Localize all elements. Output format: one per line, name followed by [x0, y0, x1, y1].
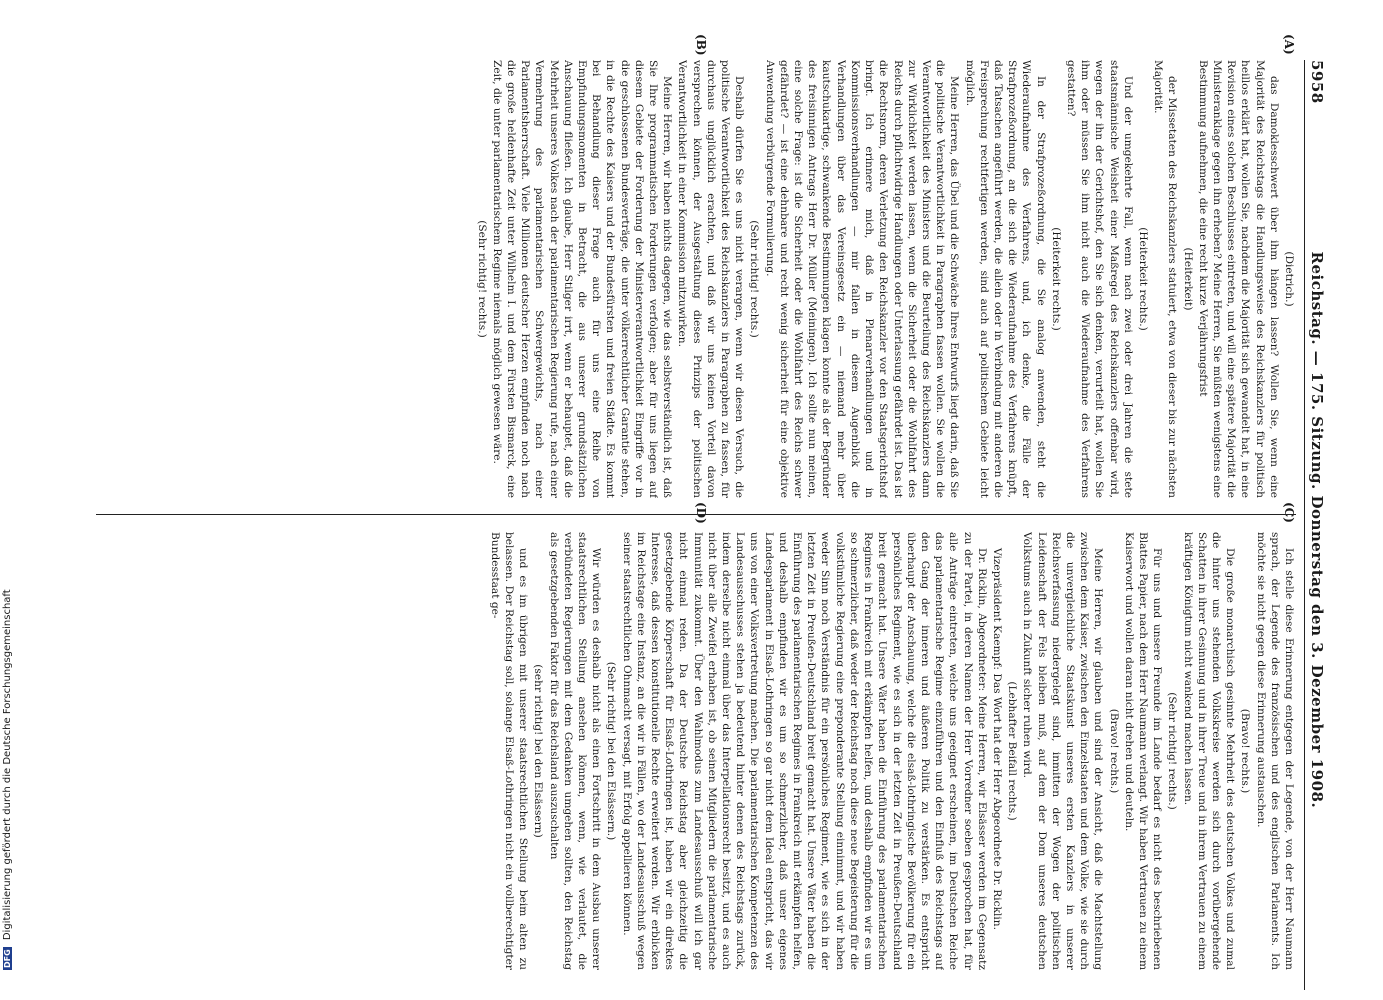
digitization-footer — [2, 30, 16, 990]
rotated-page-content — [85, 34, 1330, 990]
left-column-paragraph: (Heiterkeit rechts.) — [1049, 227, 1062, 331]
left-column-paragraph: (Sehr richtig! rechts.) — [475, 220, 488, 338]
margin-marker-a: (A) — [1282, 34, 1296, 55]
right-column-paragraph: (Sehr richtig! rechts.) — [1166, 692, 1179, 810]
right-column-paragraph: (Lebhafter Beifall rechts.) — [1006, 681, 1019, 821]
column-divider — [96, 514, 1296, 515]
right-column-paragraph: und es im übrigen mit unserer staatsrechtlichen Stellung beim alten zu belassen. Der Reichstag soll, solange Elsaß-Lothringen nicht ein vollberechtigter Bundesstaat ge- — [488, 532, 530, 970]
right-column — [96, 532, 1296, 970]
left-column-paragraph: In der Strafprozeßordnung, die Sie analog anwenden, steht die Wiederaufnahme des Verfahrens, und, ich denke, die Fälle der Strafprozeßordnung, an die sich die Wiederaufnahme des Verfahrens knüpft, daß Tatsachen angeführt werden, die allein oder in Verbindung mit anderen die Freisprechung rechtfertigen werden, sind auch auf politischem Gebiete leicht möglich. — [963, 60, 1047, 498]
margin-marker-c: (C) — [1282, 502, 1296, 523]
page-header — [1304, 60, 1330, 990]
right-column-paragraph: (Bravo! rechts.) — [1107, 708, 1120, 794]
left-column-paragraph: (Heiterkeit rechts.) — [1136, 227, 1149, 331]
footer-text: Digitalisierung gefördert durch die Deutsche Forschungsgemeinschaft — [2, 589, 13, 941]
left-column-paragraph: (Dietrich.) — [1283, 251, 1295, 307]
margin-marker-d: (D) — [694, 502, 708, 524]
left-column-paragraph: das Damoklesschwert über ihm hängen lassen? Wollen Sie, wenn eine Majorität des Reichstags die Handlungsweise des Reichskanzlers für politisch heillos erklärt hat, wollen Sie, nachdem die Majorität sich gewandelt hat, in eine Revision eines solchen Beschlusses eintreten, und will eine spätere Majorität die Ministeranklage gegen ihn erheben? Meine Herren, Sie müßten wenigstens eine Bestimmung aufnehmen, die eine recht kurze Verjährungsfrist — [1196, 60, 1280, 498]
left-column-paragraph: (Heiterkeit) — [1181, 247, 1194, 311]
right-column-paragraph: Die große monarchisch gesinnte Mehrheit des deutschen Volkes und zumal die hinter uns stehenden Volkskreise werden sich durch vorübergehende Schatten in ihrer Gesinnung und in ihrer Treue und in ihrem Vertrauen zu einem kräftigen Königtum nicht wankend machen lassen. — [1181, 532, 1237, 970]
right-column-paragraph: (sehr richtig! bei den Elsässern) — [532, 664, 545, 838]
dfg-logo: DFG — [3, 949, 12, 968]
right-column-paragraph: Vizepräsident Kaempf: Das Wort hat der Herr Abgeordnete Dr. Ricklin. — [990, 548, 1003, 930]
left-column-paragraph: Meine Herren, wir haben nichts dagegen, wie das selbstverständlich ist, daß Sie Ihre programmatischen Forderungen verfolgen; aber für uns liegen auf diesem Gebiete der Forderung der Ministerverantwortlichkeit Eingriffe vor in die geschlossenen Bundesverträge, die unter völkerrechtlicher Garantie stehen, in die Rechte des Kaisers und der Bundesfürsten und freien Städte. Es kommt bei Behandlung dieser Frage auch für uns eine Reihe von Empfindungsmomenten in Betracht, die aus unserer grundsätzlichen Anschauung fließen. Ich glaube, Herr Stilger irrt, wenn er behauptet, daß die Mehrheit unseres Volkes nach der parlamentarischen Regierung rufe, nach einer Vermehrung des parlamentarischen Schwergewichts, nach einer Parlamentsherrschaft. Viele Millionen deutscher Herzen empfinden noch nach die große heldenhafte Zeit unter Wilhelm I. und dem Fürsten Bismarck, eine Zeit, die unter parlamentarischem Regime niemals möglich gewesen wäre. — [490, 60, 674, 498]
left-column-paragraph: Meine Herren, das Übel und die Schwäche Ihres Entwurfs liegt darin, daß Sie die politische Verantwortlichkeit in Paragraphen fassen wollen. Sie wollen die Verantwortlichkeit des Ministers und die Beurteilung des Reichskanzlers dann zur Wirklichkeit werden lassen, wenn die Sicherheit oder die Wohlfahrt des Reichs durch pflichtwidrige Handlungen oder Unterlassung gefährdet ist. Das ist die Rechtsnorm, deren Verletzung den Reichskanzler vor den Staatsgerichtshof bringt. Ich erinnere mich, daß in Plenarverhandlungen und in Kommissionsverhandlungen — mir fallen in diesem Augenblick die Verhandlungen über das Vereinsgesetz ein — niemand mehr über kautschukartige, schwankende Bestimmungen klagen konnte als der Begründer des freisinnigen Antrags Herr Dr. Müller (Meiningen). Ich sollte nun meinen, eine solche Frage: ist die Sicherheit oder die Wohlfahrt des Reichs schwer gefährdet? — ist eine dehnbare und recht wenig sicherheit für eine objektive Anwendung verbürgende Formulierung. — [763, 60, 961, 498]
right-column-paragraph: (Sehr richtig! bei den Elsässern.) — [605, 661, 618, 841]
right-column-paragraph: Wir würden es deshalb nicht als einen Fortschritt in dem Ausbau unserer staatsrechtlichen Stellung ansehen können, wenn, wie verlautet, die verbündeten Regierungen mit dem Gedanken umgehen sollten, den Reichstag als gesetzgebenden Faktor für das Reichsland auszuschalten — [547, 532, 603, 970]
left-column-paragraph: (Sehr richtig! rechts.) — [748, 220, 761, 338]
right-column-paragraph: Meine Herren, wir glauben und sind der Ansicht, daß die Machtstellung zwischen dem Kaiser, zwischen den Einzelstaaten und dem Volke, wie sie durch die unvergleichliche Staatskunst unseres ersten Kanzlers in unserer Reichsverfassung niedergelegt sind, inmitten der Wogen der politischen Leidenschaft der Fels bleiben muß, auf dem der Dom unseres deutschen Volkstums auch in Zukunft sicher ruhen wird. — [1021, 532, 1105, 970]
margin-marker-b: (B) — [694, 34, 708, 56]
right-column-paragraph: Dr. Ricklin, Abgeordneter: Meine Herren, wir Elsässer werden im Gegensatz zu der Partei, in deren Namen der Herr Vorredner soeben gesprochen hat, für alle Anträge eintreten, welche uns geeignet erscheinen, im Deutschen Reiche das parlamentarische Regime einzuführen und den Einfluß des Reichstags auf den Gang der inneren und äußeren Politik zu verstärken. Es entspricht überhaupt der Anschauung, welche die elsaß-lothringische Bevölkerung für ein persönliches Regiment, wie es sich in der letzten Zeit in Preußen-Deutschland breit gemacht hat. Unsere Väter haben die Einführung des parlamentarischen Regimes in Frankreich mit erkämpfen helfen, und deshalb empfinden wir es um so schmerzlicher, daß weder der Reichstag noch diese neue Begeisterung für die volkstümliche Regierung eine preponderante Stellung einnimmt, und wir haben weder Sinn noch Verständnis für ein persönliches Regiment, wie es sich in der letzten Zeit in Preußen-Deutschland breit gemacht hat. Unsere Väter haben die Einführung des parlamentarischen Regimes in Frankreich mit erkämpfen helfen, und deshalb empfinden wir es um so schmerzlicher, daß unser eigenes Landesparlament in Elsaß-Lothringen so gar nicht dem Ideal entspricht, das wir uns von einer Volksvertretung machen. Die parlamentarischen Kompetenzen des Landesausschusses stehen ja bedeutend hinter denen des Reichstags zurück, indem derselbe nicht einmal über das Interpellationsrecht besitzt, und es auch nicht über alle Zweifel erhaben ist, ob seinen Mitgliedern die parlamentarische Immunität zukommt. Über den Wahlmodus zum Landesausschuß will ich gar nicht einmal reden. Da der Deutsche Reichstag aber gleichzeitig die gesetzgebende Körperschaft für Elsaß-Lothringen ist, haben wir ein direktes Interesse, daß dessen konstitutionelle Rechte erweitert werden. Wir erblicken im Reichstage eine Instanz, an die wir in Fällen, wo der Landesausschuß wegen seiner staatsrechtlichen Ohnmacht versagt, mit Erfolg appellieren können. — [620, 532, 988, 970]
left-column-paragraph: der Missetaten des Reichskanzlers statuiert, etwa von dieser bis zur nächsten Majorität. — [1152, 60, 1179, 498]
right-column-paragraph: (Bravo! rechts.) — [1239, 708, 1252, 794]
page-title: Reichstag. — 175. Sitzung. Donnerstag den 3. Dezember 1908. — [1308, 251, 1326, 809]
text-columns — [96, 34, 1296, 990]
page-number: 5958 — [1308, 60, 1326, 104]
left-column-paragraph: Und der umgekehrte Fall, wenn nach zwei oder drei Jahren die stete staatsmännische Weisheit einer Maßregel des Reichskanzlers offenbar wird, wegen der ihn der Gerichtshof, den Sie sich denken, verurteilt hat, wollen Sie ihm oder müssen Sie ihm nicht auch die Wiederaufnahme des Verfahrens gestatten? — [1064, 60, 1134, 498]
left-column — [96, 60, 1296, 498]
right-column-paragraph: Ich stelle diese Erinnerung entgegen der Legende, von der Herr Naumann sprach, der Legende des französischen und des englischen Parlaments. Ich möchte sie nicht gegen diese Erinnerung austauschen. — [1254, 532, 1295, 970]
left-column-paragraph: Deshalb dürfen Sie es uns nicht verargen, wenn wir diesen Versuch, die politische Verantwortlichkeit des Reichskanzlers in Paragraphen zu fassen, für durchaus unglücklich erachten, und daß wir uns keinen Vorteil davon versprechen können, der Ausgestaltung dieses Prinzips der politischen Verantwortlichkeit in einer Kommission mitzuwirken. — [676, 60, 746, 498]
right-column-paragraph: Für uns und unsere Freunde im Lande bedarf es nicht des beschriebenen Blattes Papier, nach dem Herr Naumann verlangt. Wir haben Vertrauen zu einem Kaiserwort und wollen daran nicht drehen und deuteln. — [1122, 532, 1164, 970]
